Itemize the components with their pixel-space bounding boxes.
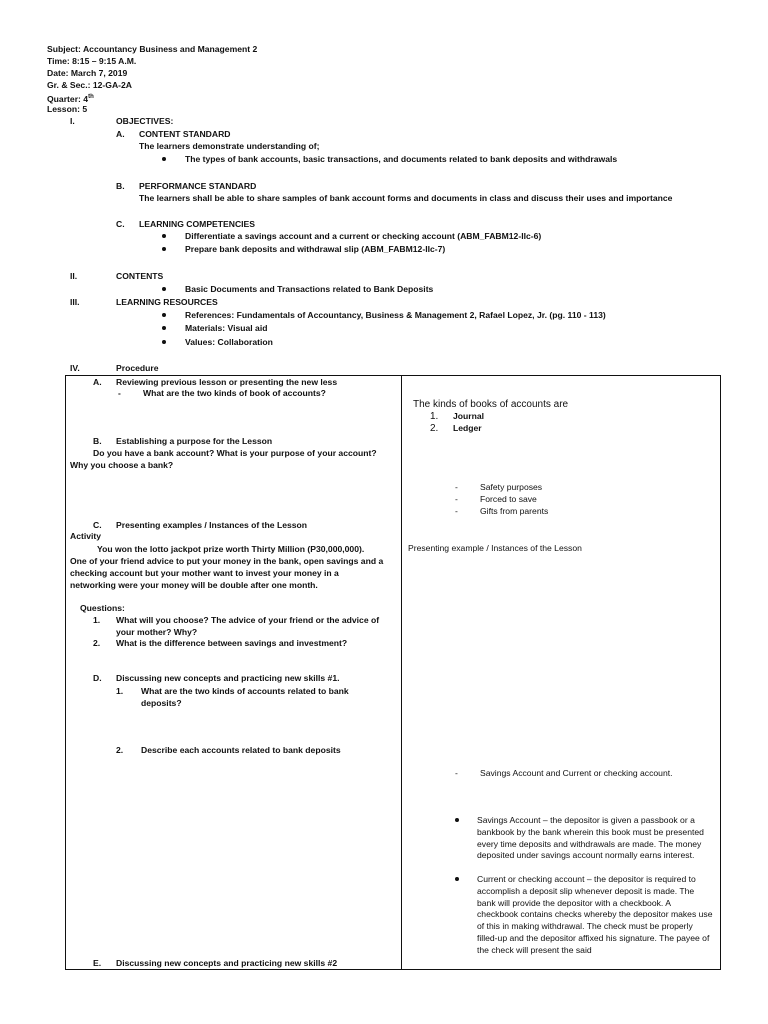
contents-item: Basic Documents and Transactions related to Bank Deposits (185, 284, 434, 294)
content-standard-intro: The learners demonstrate understanding of; (139, 141, 320, 151)
step-a-title: Reviewing previous lesson or presenting the new less (116, 377, 338, 387)
activity-label: Activity (70, 531, 102, 541)
step-b-question-cont: Why you choose a bank? (70, 460, 174, 470)
activity-text: One of your friend advice to put your money in the bank, open savings and a (70, 556, 384, 566)
book-label: Journal (453, 411, 485, 421)
objectives-title: OBJECTIVES: (116, 116, 174, 126)
bullet-icon (455, 877, 459, 881)
book-label: Ledger (453, 423, 482, 433)
resource-item: References: Fundamentals of Accountancy, Business & Management 2, Rafael Lopez, Jr. (pg. 110 - 113) (185, 310, 606, 320)
step-d-item-text: What are the two kinds of accounts related to bank (141, 686, 349, 696)
book-number: 1. (430, 411, 439, 422)
activity-text: You won the lotto jackpot prize worth Thirty Million (P30,000,000). (97, 544, 365, 554)
question-number: 2. (93, 638, 101, 648)
quarter-line (47, 92, 94, 105)
activity-text: networking were your money will be double after one month. (70, 580, 318, 590)
question-number: 1. (93, 615, 101, 625)
bullet-icon (162, 313, 166, 317)
contents-title: CONTENTS (116, 271, 164, 281)
competency-item: Prepare bank deposits and withdrawal slip (ABM_FABM12-IIc-7) (185, 244, 446, 254)
time-line: Time: 8:15 – 9:15 A.M. (47, 56, 137, 66)
step-d-letter: D. (93, 673, 102, 683)
resources-number: III. (70, 297, 80, 307)
competencies-letter: C. (116, 219, 125, 229)
bullet-icon (162, 340, 166, 344)
performance-standard-letter: B. (116, 181, 125, 191)
purpose-item: Forced to save (480, 494, 537, 504)
procedure-table-divider (401, 375, 402, 970)
purpose-dash: - (455, 494, 458, 504)
activity-text: checking account but your mother want to invest your money in a (70, 568, 339, 578)
current-account-description: Current or checking account – the depositor is required to accomplish a deposit slip whenever deposit is made. The bank will provide the depositor with a checkbook. A checkbook contains checks whereby the depositor makes use of this in making withdrawal. The check must be properly filled-up and the depositor affixed his signature. The payee of the check will present the said (477, 874, 713, 955)
purpose-dash: - (455, 482, 458, 492)
resource-item: Materials: Visual aid (185, 323, 268, 333)
content-standard-bullet: The types of bank accounts, basic transactions, and documents related to bank deposits and withdrawals (185, 154, 618, 164)
accounts-dash: - (455, 768, 458, 778)
step-d-item-number: 1. (116, 686, 124, 696)
step-a-question: What are the two kinds of book of accounts? (143, 388, 326, 398)
step-e-title: Discussing new concepts and practicing new skills #2 (116, 958, 338, 968)
step-d-item-number: 2. (116, 745, 124, 755)
resources-title: LEARNING RESOURCES (116, 297, 218, 307)
quarter-superscript: th (88, 94, 94, 100)
bullet-icon (162, 157, 166, 161)
books-title: The kinds of books of accounts are (413, 399, 569, 410)
procedure-title: Procedure (116, 363, 159, 373)
bullet-icon (455, 818, 459, 822)
competency-item: Differentiate a savings account and a current or checking account (ABM_FABM12-IIc-6) (185, 231, 542, 241)
step-c-title: Presenting examples / Instances of the Lesson (116, 520, 308, 530)
step-a-letter: A. (93, 377, 102, 387)
accounts-answer: Savings Account and Current or checking account. (480, 768, 673, 778)
purpose-item: Safety purposes (480, 482, 543, 492)
presenting-example-heading: Presenting example / Instances of the Lesson (408, 543, 582, 553)
bullet-icon (162, 247, 166, 251)
step-e-letter: E. (93, 958, 102, 968)
date-line: Date: March 7, 2019 (47, 68, 128, 78)
contents-number: II. (70, 271, 78, 281)
objectives-number: I. (70, 116, 75, 126)
step-d-item-text: Describe each accounts related to bank deposits (141, 745, 341, 755)
questions-label: Questions: (80, 603, 125, 613)
subject-line: Subject: Accountancy Business and Management 2 (47, 44, 258, 54)
step-d-item-text: deposits? (141, 698, 182, 708)
purpose-dash: - (455, 506, 458, 516)
savings-account-description: Savings Account – the depositor is given a passbook or a bankbook by the bank wherein this book must be presented every time deposits and withdrawals are made. The money deposited under savings account normally earns interest. (477, 815, 704, 861)
step-a-dash: - (118, 388, 121, 398)
question-text: What will you choose? The advice of your friend or the advice of (116, 615, 380, 625)
purpose-item: Gifts from parents (480, 506, 549, 516)
step-b-question: Do you have a bank account? What is your purpose of your account? (93, 448, 377, 458)
bullet-icon (162, 326, 166, 330)
step-c-letter: C. (93, 520, 102, 530)
content-standard-letter: A. (116, 129, 125, 139)
quarter-text: Quarter: 4 (47, 93, 89, 104)
bullet-icon (162, 287, 166, 291)
resource-item: Values: Collaboration (185, 337, 273, 347)
question-text: your mother? Why? (116, 627, 198, 637)
performance-standard-title: PERFORMANCE STANDARD (139, 181, 257, 191)
step-b-letter: B. (93, 436, 102, 446)
bullet-icon (162, 234, 166, 238)
question-text: What is the difference between savings and investment? (116, 638, 348, 648)
grade-section-line: Gr. & Sec.: 12-GA-2A (47, 80, 133, 90)
step-b-title: Establishing a purpose for the Lesson (116, 436, 273, 446)
procedure-number: IV. (70, 363, 80, 373)
content-standard-title: CONTENT STANDARD (139, 129, 231, 139)
book-number: 2. (430, 423, 439, 434)
step-d-title: Discussing new concepts and practicing new skills #1. (116, 673, 340, 683)
competencies-title: LEARNING COMPETENCIES (139, 219, 256, 229)
performance-standard-text: The learners shall be able to share samples of bank account forms and documents in class and discuss their uses and importance (139, 193, 673, 203)
lesson-line: Lesson: 5 (47, 104, 88, 114)
